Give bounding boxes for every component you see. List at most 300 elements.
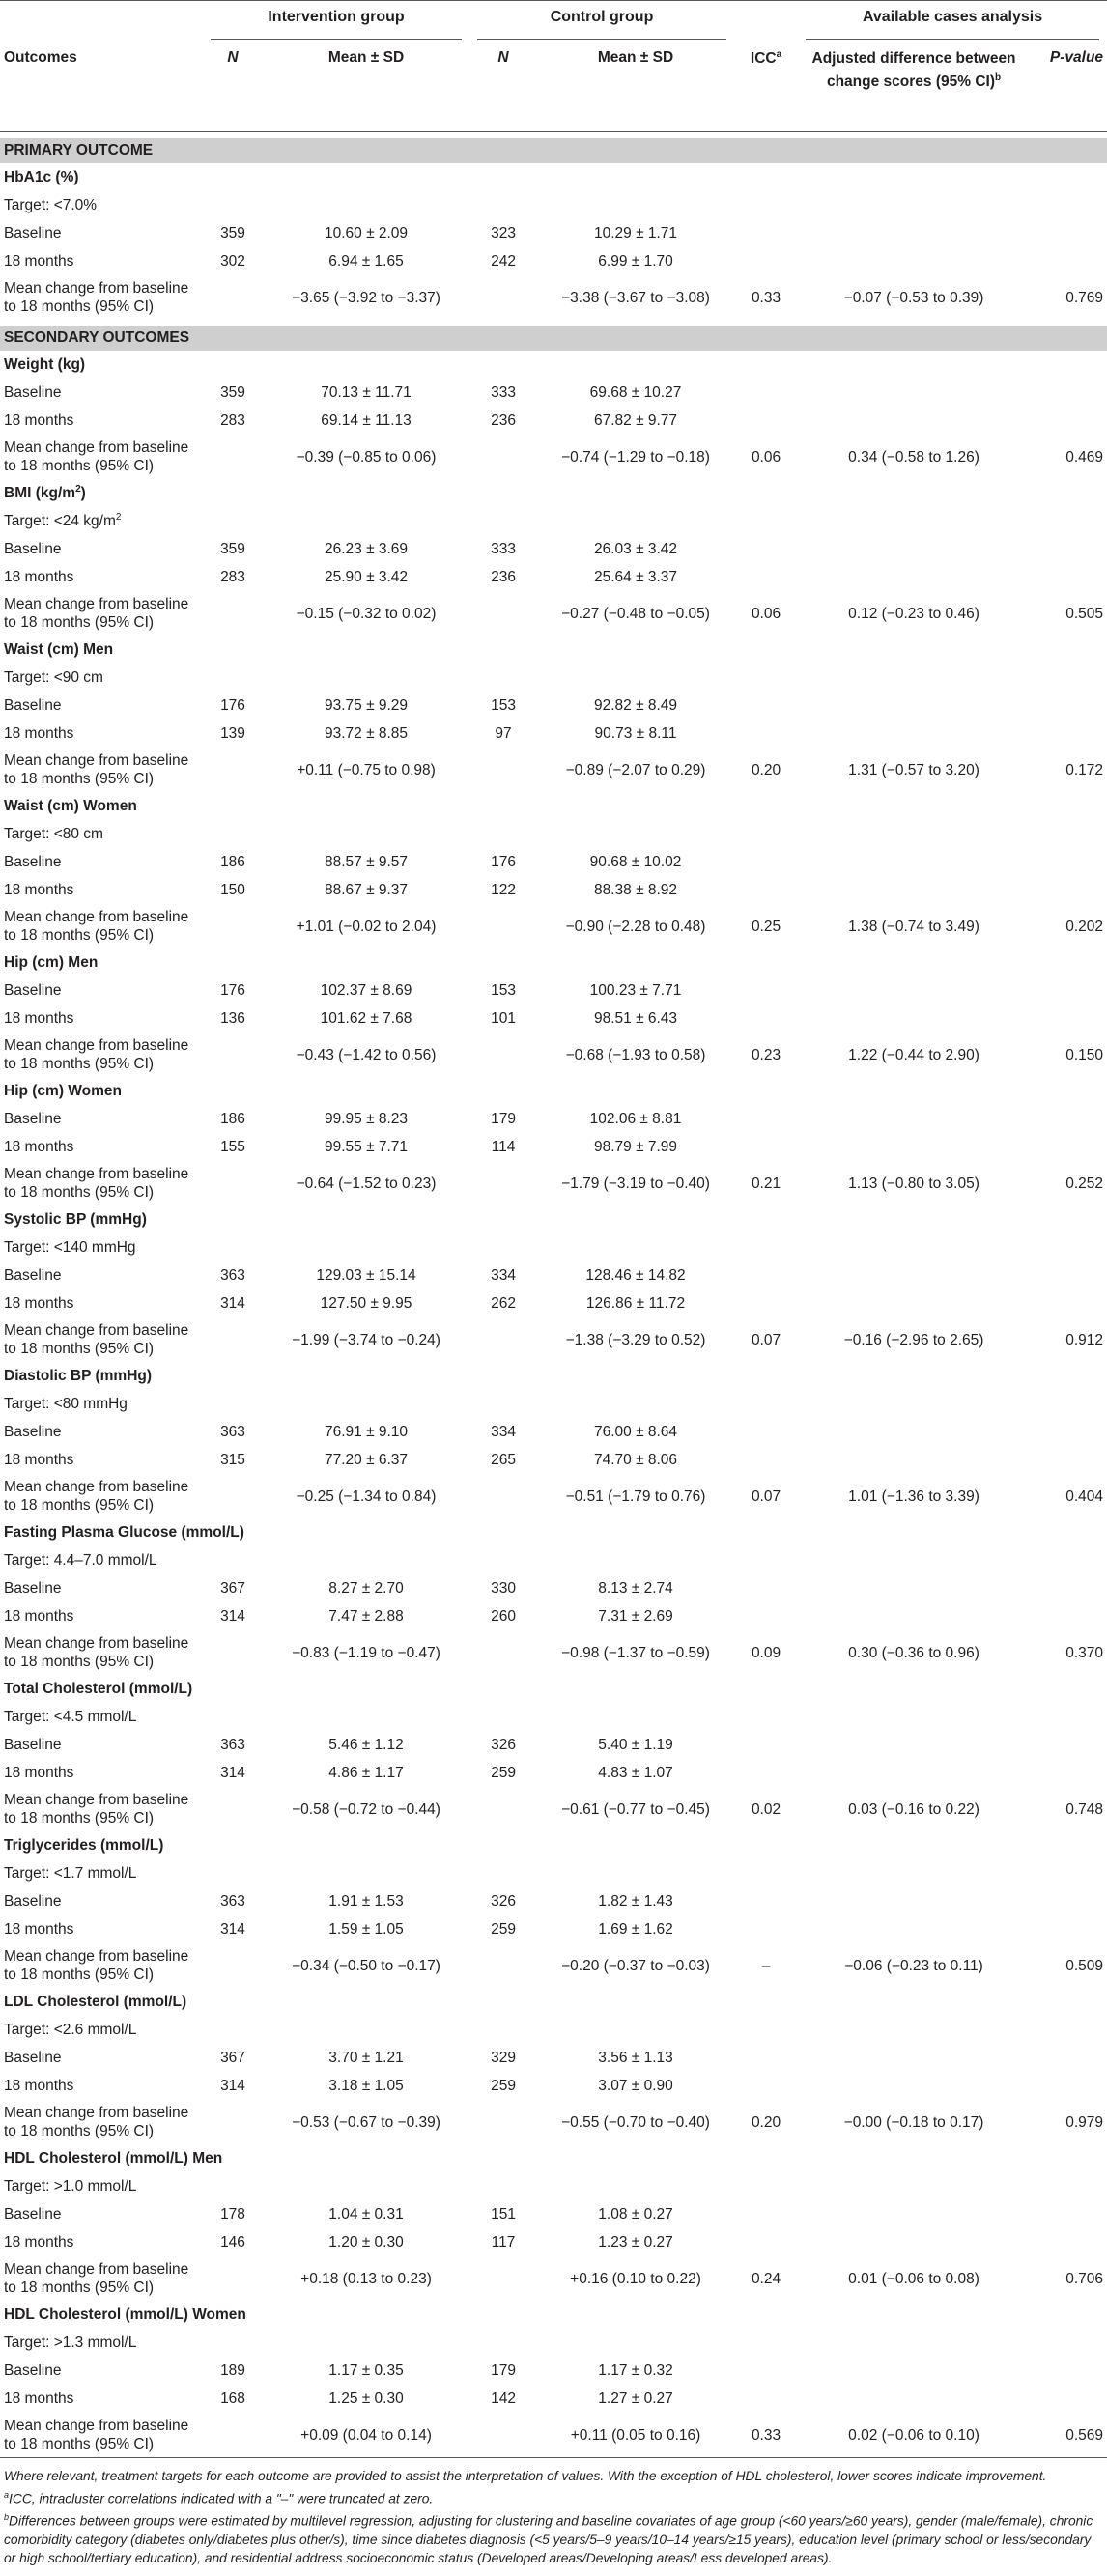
header-empty-cell	[0, 1, 203, 48]
intervention-n: 176	[220, 981, 245, 999]
icc-empty	[734, 2044, 798, 2072]
intervention-n-empty	[203, 435, 263, 479]
intervention-n: 363	[220, 1266, 245, 1284]
adjusted-empty	[798, 977, 1030, 1005]
col-ctl-mean: Mean ± SD	[537, 47, 734, 132]
intervention-n: 136	[220, 1009, 245, 1027]
intervention-change: −0.83 (−1.19 to −0.47)	[292, 1644, 440, 1661]
p-value: 0.370	[1065, 1644, 1104, 1661]
control-n-empty	[469, 1630, 537, 1675]
pvalue-empty	[1030, 2385, 1107, 2413]
intervention-n-empty	[203, 1033, 263, 1077]
mean-change-row	[0, 275, 1107, 320]
mean-change-row	[0, 1630, 1107, 1675]
pvalue-empty	[1030, 219, 1107, 247]
intervention-n-empty	[203, 904, 263, 948]
intervention-n-empty	[203, 2100, 263, 2144]
intervention-mean-sd: 1.25 ± 0.30	[328, 2390, 404, 2407]
mean-change-label: Mean change from baseline to 18 months (95% CI)	[4, 439, 189, 474]
intervention-n-empty	[203, 2256, 263, 2301]
outcome-target-row	[0, 1233, 1107, 1261]
footnote-main: Where relevant, treatment targets for each outcome are provided to assist the interpretation of values. With the exception of HDL cholesterol, lower scores indicate improvement.	[4, 2469, 1047, 2483]
followup-row	[0, 1133, 1107, 1161]
control-n: 326	[491, 1892, 516, 1910]
timepoint-label: Baseline	[4, 540, 62, 557]
control-change: −0.98 (−1.37 to −0.59)	[561, 1644, 710, 1661]
section-header-row	[0, 326, 1107, 351]
intervention-n-empty	[203, 591, 263, 636]
mean-change-row	[0, 1033, 1107, 1077]
control-mean-sd: 88.38 ± 8.92	[593, 881, 678, 898]
intervention-n: 314	[220, 1607, 245, 1625]
mean-change-row	[0, 2100, 1107, 2144]
adjusted-empty	[798, 247, 1030, 275]
control-mean-sd: 26.03 ± 3.42	[593, 540, 678, 557]
section-title: PRIMARY OUTCOME	[0, 138, 1107, 163]
intervention-n: 363	[220, 1423, 245, 1440]
mean-change-label: Mean change from baseline to 18 months (95% CI)	[4, 596, 189, 631]
intervention-mean-sd: 77.20 ± 6.37	[324, 1451, 409, 1468]
table-column-header-row	[0, 47, 1107, 132]
control-n: 260	[491, 1607, 516, 1625]
control-change: +0.11 (0.05 to 0.16)	[537, 2413, 734, 2458]
outcome-name: Hip (cm) Men	[4, 953, 99, 971]
pvalue-empty	[1030, 977, 1107, 1005]
control-n: 153	[491, 981, 516, 999]
available-cases-header: Available cases analysis	[798, 1, 1107, 48]
intervention-n-empty	[203, 1630, 263, 1675]
outcome-target-row	[0, 191, 1107, 219]
intervention-n-empty	[203, 1474, 263, 1518]
intervention-mean-sd: 88.57 ± 9.57	[324, 853, 409, 870]
pvalue-empty	[1030, 2044, 1107, 2072]
baseline-row	[0, 848, 1107, 876]
pvalue-empty	[1030, 2200, 1107, 2228]
mean-change-label: Mean change from baseline to 18 months (95% CI)	[4, 1792, 189, 1826]
intervention-mean-sd: 6.94 ± 1.65	[328, 252, 404, 269]
mean-change-row	[0, 435, 1107, 479]
mean-change-label: Mean change from baseline to 18 months (95% CI)	[4, 1479, 189, 1514]
outcome-target-row	[0, 2329, 1107, 2357]
mean-change-row	[0, 904, 1107, 948]
outcome-name: Total Cholesterol (mmol/L)	[4, 1680, 193, 1697]
adjusted-empty	[798, 2072, 1030, 2100]
outcome-name-row	[0, 2144, 1107, 2172]
control-n-empty	[469, 1161, 537, 1205]
intervention-n: 186	[220, 1110, 245, 1127]
intervention-change: +0.11 (−0.75 to 0.98)	[297, 761, 436, 778]
icc-value: 0.33	[734, 2413, 798, 2458]
control-mean-sd: 1.08 ± 0.27	[598, 2205, 673, 2222]
control-n: 101	[491, 1009, 516, 1027]
timepoint-label: Baseline	[4, 1579, 62, 1597]
icc-value: 0.06	[751, 448, 781, 466]
control-n-empty	[469, 2413, 537, 2458]
intervention-n: 283	[220, 411, 245, 429]
intervention-change: +0.18 (0.13 to 0.23)	[300, 2270, 432, 2287]
icc-empty	[734, 1446, 798, 1474]
icc-value: 0.02	[751, 1800, 781, 1818]
outcome-target: Target: <4.5 mmol/L	[4, 1708, 137, 1725]
baseline-row	[0, 379, 1107, 407]
adjusted-empty	[798, 876, 1030, 904]
icc-value: 0.07	[751, 1487, 781, 1505]
control-mean-sd: 100.23 ± 7.71	[589, 981, 682, 999]
intervention-n: 186	[220, 853, 245, 870]
intervention-n: 150	[220, 881, 245, 898]
intervention-change: −0.34 (−0.50 to −0.17)	[292, 1957, 440, 1974]
icc-empty	[734, 692, 798, 720]
pvalue-empty	[1030, 1602, 1107, 1630]
outcome-target: Target: <90 cm	[4, 668, 103, 686]
pvalue-empty	[1030, 2072, 1107, 2100]
mean-change-row	[0, 2413, 1107, 2458]
control-mean-sd: 98.79 ± 7.99	[593, 1138, 678, 1155]
followup-row	[0, 720, 1107, 748]
intervention-n: 359	[220, 383, 245, 401]
timepoint-label: Baseline	[4, 2049, 62, 2066]
icc-empty	[734, 379, 798, 407]
intervention-n: 178	[220, 2205, 245, 2222]
icc-empty	[734, 876, 798, 904]
intervention-n: 189	[220, 2362, 245, 2379]
control-n: 153	[491, 696, 516, 714]
control-n: 176	[491, 853, 516, 870]
outcome-name-row	[0, 1988, 1107, 2016]
intervention-mean-sd: 10.60 ± 2.09	[324, 224, 409, 241]
control-mean-sd: 3.56 ± 1.13	[598, 2049, 673, 2066]
p-value: 0.469	[1065, 448, 1104, 466]
outcome-target: Target: >1.0 mmol/L	[4, 2177, 137, 2194]
adjusted-empty	[798, 1731, 1030, 1759]
icc-empty	[734, 407, 798, 435]
control-change: +0.16 (0.10 to 0.22)	[570, 2270, 701, 2287]
intervention-change: −0.43 (−1.42 to 0.56)	[296, 1046, 437, 1063]
icc-empty	[734, 848, 798, 876]
outcome-name-row	[0, 351, 1107, 379]
p-value: 0.912	[1065, 1331, 1104, 1348]
timepoint-label: 18 months	[4, 1294, 74, 1312]
adjusted-empty	[798, 1915, 1030, 1943]
baseline-row	[0, 2044, 1107, 2072]
p-value: 0.706	[1065, 2270, 1104, 2287]
followup-row	[0, 1759, 1107, 1787]
adjusted-empty	[798, 1105, 1030, 1133]
control-mean-sd: 7.31 ± 2.69	[598, 1607, 673, 1625]
adjusted-empty	[798, 379, 1030, 407]
pvalue-empty	[1030, 1105, 1107, 1133]
pvalue-empty	[1030, 1418, 1107, 1446]
outcome-name-row	[0, 948, 1107, 977]
intervention-mean-sd: 26.23 ± 3.69	[324, 540, 409, 557]
adjusted-empty	[798, 219, 1030, 247]
p-value: 0.979	[1065, 2113, 1104, 2131]
col-adjusted-difference: Adjusted difference between change scores (95% CI)$^b$	[798, 47, 1030, 132]
control-n: 265	[491, 1451, 516, 1468]
timepoint-label: Baseline	[4, 224, 62, 241]
followup-row	[0, 1602, 1107, 1630]
control-n: 259	[491, 1920, 516, 1938]
icc-value: 0.06	[751, 605, 781, 622]
icc-empty	[734, 1133, 798, 1161]
adjusted-empty	[798, 1602, 1030, 1630]
adjusted-difference: 0.34 (−0.58 to 1.26)	[848, 448, 979, 466]
intervention-change: −0.25 (−1.34 to 0.84)	[296, 1487, 437, 1505]
mean-change-row	[0, 1943, 1107, 1988]
timepoint-label: 18 months	[4, 881, 74, 898]
pvalue-empty	[1030, 563, 1107, 591]
outcome-name-row	[0, 1077, 1107, 1105]
control-n: 236	[491, 411, 516, 429]
control-change: −0.51 (−1.79 to 0.76)	[565, 1487, 706, 1505]
timepoint-label: Baseline	[4, 853, 62, 870]
icc-value: 0.09	[751, 1644, 781, 1661]
intervention-n: 146	[220, 2233, 245, 2250]
table-footnotes	[0, 2458, 1107, 2568]
intervention-n: 176	[220, 696, 245, 714]
timepoint-label: 18 months	[4, 2390, 74, 2407]
timepoint-label: 18 months	[4, 1451, 74, 1468]
control-n-empty	[469, 1317, 537, 1362]
outcome-name: Triglycerides (mmol/L)	[4, 1836, 164, 1854]
control-change: −0.90 (−2.28 to 0.48)	[565, 918, 706, 935]
adjusted-empty	[798, 563, 1030, 591]
mean-change-row	[0, 2256, 1107, 2301]
pvalue-empty	[1030, 692, 1107, 720]
control-mean-sd: 90.73 ± 8.11	[594, 724, 677, 742]
intervention-mean-sd: 1.20 ± 0.30	[328, 2233, 404, 2250]
outcome-target: Target: <24 $kg/m^2$	[4, 511, 122, 530]
intervention-mean-sd: 93.72 ± 8.85	[324, 724, 409, 742]
control-n-empty	[469, 591, 537, 636]
control-n: 262	[491, 1294, 516, 1312]
outcome-name-row	[0, 163, 1107, 191]
control-change: −0.20 (−0.37 to −0.03)	[561, 1957, 710, 1974]
outcome-name: LDL Cholesterol (mmol/L)	[4, 1993, 187, 2010]
intervention-n: 314	[220, 1764, 245, 1781]
control-n: 329	[491, 2049, 516, 2066]
intervention-mean-sd: 8.27 ± 2.70	[328, 1579, 404, 1597]
adjusted-empty	[798, 1133, 1030, 1161]
timepoint-label: Baseline	[4, 696, 62, 714]
outcome-name: BMI $(kg/m^2)$	[4, 483, 86, 502]
followup-row	[0, 1005, 1107, 1033]
intervention-mean-sd: 88.67 ± 9.37	[324, 881, 409, 898]
adjusted-empty	[798, 2385, 1030, 2413]
icc-empty	[734, 2228, 798, 2256]
outcome-name-row	[0, 479, 1107, 507]
icc-empty	[734, 2357, 798, 2385]
pvalue-empty	[1030, 1446, 1107, 1474]
intervention-n: 367	[220, 2049, 245, 2066]
section-header-row	[0, 138, 1107, 163]
pvalue-empty	[1030, 535, 1107, 563]
intervention-mean-sd: 127.50 ± 9.95	[320, 1294, 412, 1312]
timepoint-label: Baseline	[4, 383, 62, 401]
adjusted-difference: −0.07 (−0.53 to 0.39)	[843, 289, 984, 306]
mean-change-row	[0, 1787, 1107, 1831]
p-value: 0.769	[1065, 289, 1104, 306]
control-n-empty	[469, 1787, 537, 1831]
baseline-row	[0, 692, 1107, 720]
pvalue-empty	[1030, 1915, 1107, 1943]
icc-empty	[734, 1005, 798, 1033]
outcome-name: HDL Cholesterol (mmol/L) Men	[4, 2149, 223, 2166]
control-n: 151	[491, 2205, 516, 2222]
adjusted-difference: 0.01 (−0.06 to 0.08)	[848, 2270, 979, 2287]
control-mean-sd: 1.17 ± 0.32	[598, 2362, 673, 2379]
mean-change-label: Mean change from baseline to 18 months (95% CI)	[4, 1635, 189, 1670]
pvalue-empty	[1030, 1289, 1107, 1317]
intervention-change: +0.09 (0.04 to 0.14)	[263, 2413, 469, 2458]
timepoint-label: 18 months	[4, 1009, 74, 1027]
control-change: −0.61 (−0.77 to −0.45)	[561, 1800, 710, 1818]
timepoint-label: Baseline	[4, 1736, 62, 1753]
control-mean-sd: 69.68 ± 10.27	[589, 383, 682, 401]
outcome-target: Target: 4.4–7.0 mmol/L	[4, 1551, 157, 1569]
control-mean-sd: 102.06 ± 8.81	[589, 1110, 682, 1127]
icc-value: 0.20	[751, 2113, 781, 2131]
icc-value: 0.33	[751, 289, 781, 306]
pvalue-empty	[1030, 720, 1107, 748]
control-n: 236	[491, 568, 516, 585]
pvalue-empty	[1030, 1731, 1107, 1759]
mean-change-label: Mean change from baseline to 18 months (95% CI)	[4, 2105, 189, 2139]
adjusted-difference: −0.06 (−0.23 to 0.11)	[844, 1957, 983, 1974]
adjusted-difference: 0.03 (−0.16 to 0.22)	[848, 1800, 979, 1818]
adjusted-difference: 1.31 (−0.57 to 3.20)	[848, 761, 979, 778]
timepoint-label: 18 months	[4, 724, 74, 742]
outcome-target: Target: <140 mmHg	[4, 1238, 136, 1256]
control-mean-sd: 5.40 ± 1.19	[598, 1736, 673, 1753]
control-change: −0.55 (−0.70 to −0.40)	[561, 2113, 710, 2131]
footnote-b: $^b$Differences between groups were estimated by multilevel regression, adjusting for clustering and baseline covariates of age group (<60 years/≥60 years), gender (male/female), chronic comorbidity category (diabetes only/diabetes plus other/s), time since diabetes diagnosis (<5 years/5–9 years/10–14 years/≥15 years), education level (primary school or less/secondary or high school/tertiary education), and residential address socioeconomic status (Developed areas/Developing areas/Less developed areas).	[4, 2511, 1093, 2566]
outcome-name: Weight (kg)	[4, 355, 86, 373]
outcome-target-row	[0, 2016, 1107, 2044]
col-pvalue: P-value	[1030, 47, 1107, 132]
intervention-mean-sd: 76.91 ± 9.10	[324, 1423, 409, 1440]
mean-change-row	[0, 591, 1107, 636]
control-mean-sd: 1.27 ± 0.27	[598, 2390, 673, 2407]
intervention-n: 359	[220, 540, 245, 557]
adjusted-empty	[798, 2228, 1030, 2256]
intervention-mean-sd: 70.13 ± 11.71	[321, 383, 412, 401]
intervention-n: 314	[220, 1294, 245, 1312]
intervention-change: −0.15 (−0.32 to 0.02)	[296, 605, 437, 622]
pvalue-empty	[1030, 2228, 1107, 2256]
intervention-mean-sd: 99.95 ± 8.23	[324, 1110, 409, 1127]
intervention-mean-sd: 1.17 ± 0.35	[328, 2362, 404, 2379]
adjusted-empty	[798, 1887, 1030, 1915]
intervention-n: 155	[220, 1138, 245, 1155]
control-n: 333	[491, 383, 516, 401]
mean-change-label: Mean change from baseline to 18 months (95% CI)	[4, 752, 189, 787]
adjusted-difference: 0.30 (−0.36 to 0.96)	[848, 1644, 979, 1661]
timepoint-label: Baseline	[4, 1110, 62, 1127]
timepoint-label: Baseline	[4, 2362, 62, 2379]
pvalue-empty	[1030, 1574, 1107, 1602]
outcome-target-row	[0, 1859, 1107, 1887]
icc-empty	[734, 2385, 798, 2413]
intervention-mean-sd: 1.04 ± 0.31	[328, 2205, 404, 2222]
pvalue-empty	[1030, 1005, 1107, 1033]
outcome-target-row	[0, 820, 1107, 848]
intervention-n: 363	[220, 1892, 245, 1910]
adjusted-difference: −0.16 (−2.96 to 2.65)	[843, 1331, 984, 1348]
baseline-row	[0, 977, 1107, 1005]
control-mean-sd: 90.68 ± 10.02	[589, 853, 682, 870]
intervention-n: 314	[220, 2077, 245, 2094]
control-n-empty	[469, 275, 537, 320]
baseline-row	[0, 1731, 1107, 1759]
outcome-name: HbA1c (%)	[4, 168, 79, 185]
control-n-empty	[469, 435, 537, 479]
outcome-target: Target: >1.3 mmol/L	[4, 2334, 137, 2351]
timepoint-label: 18 months	[4, 1764, 74, 1781]
timepoint-label: Baseline	[4, 981, 62, 999]
control-n: 97	[495, 724, 512, 742]
adjusted-difference: −0.00 (−0.18 to 0.17)	[843, 2113, 984, 2131]
intervention-n-empty	[203, 1317, 263, 1362]
intervention-change: +1.01 (−0.02 to 2.04)	[296, 918, 437, 935]
icc-empty	[734, 720, 798, 748]
intervention-change: −0.58 (−0.72 to −0.44)	[292, 1800, 440, 1818]
outcome-target: Target: <80 mmHg	[4, 1395, 128, 1412]
adjusted-empty	[798, 1446, 1030, 1474]
outcome-name: Waist (cm) Women	[4, 797, 137, 814]
followup-row	[0, 2072, 1107, 2100]
followup-row	[0, 247, 1107, 275]
col-int-n: N	[203, 47, 263, 132]
timepoint-label: 18 months	[4, 411, 74, 429]
control-mean-sd: 126.86 ± 11.72	[585, 1294, 686, 1312]
icc-empty	[734, 2072, 798, 2100]
control-n: 323	[491, 224, 516, 241]
intervention-n-empty	[203, 1787, 263, 1831]
intervention-n: 363	[220, 1736, 245, 1753]
section-title: SECONDARY OUTCOMES	[0, 326, 1107, 351]
adjusted-difference: 1.01 (−1.36 to 3.39)	[848, 1487, 979, 1505]
mean-change-label: Mean change from baseline to 18 months (95% CI)	[4, 1948, 189, 1983]
timepoint-label: 18 months	[4, 1920, 74, 1938]
control-n-empty	[469, 1474, 537, 1518]
adjusted-empty	[798, 720, 1030, 748]
followup-row	[0, 1446, 1107, 1474]
outcome-name-row	[0, 1675, 1107, 1703]
mean-change-label: Mean change from baseline to 18 months (95% CI)	[0, 2413, 203, 2458]
intervention-group-header: Intervention group	[203, 1, 469, 48]
pvalue-empty	[1030, 2357, 1107, 2385]
control-mean-sd: 10.29 ± 1.71	[593, 224, 678, 241]
mean-change-row	[0, 1474, 1107, 1518]
intervention-n-empty	[203, 275, 263, 320]
mean-change-label: Mean change from baseline to 18 months (95% CI)	[4, 1037, 189, 1072]
followup-row	[0, 407, 1107, 435]
p-value: 0.172	[1065, 761, 1104, 778]
control-change: −0.68 (−1.93 to 0.58)	[565, 1046, 706, 1063]
icc-empty	[734, 1105, 798, 1133]
control-n: 122	[491, 881, 516, 898]
outcome-name-row	[0, 1205, 1107, 1233]
p-value: 0.748	[1065, 1800, 1104, 1818]
icc-empty	[734, 1289, 798, 1317]
intervention-n-empty	[203, 2413, 263, 2458]
intervention-mean-sd: 1.59 ± 1.05	[328, 1920, 404, 1938]
icc-value: 0.07	[751, 1331, 781, 1348]
control-n: 117	[491, 2233, 516, 2250]
intervention-n: 283	[220, 568, 245, 585]
pvalue-empty	[1030, 407, 1107, 435]
